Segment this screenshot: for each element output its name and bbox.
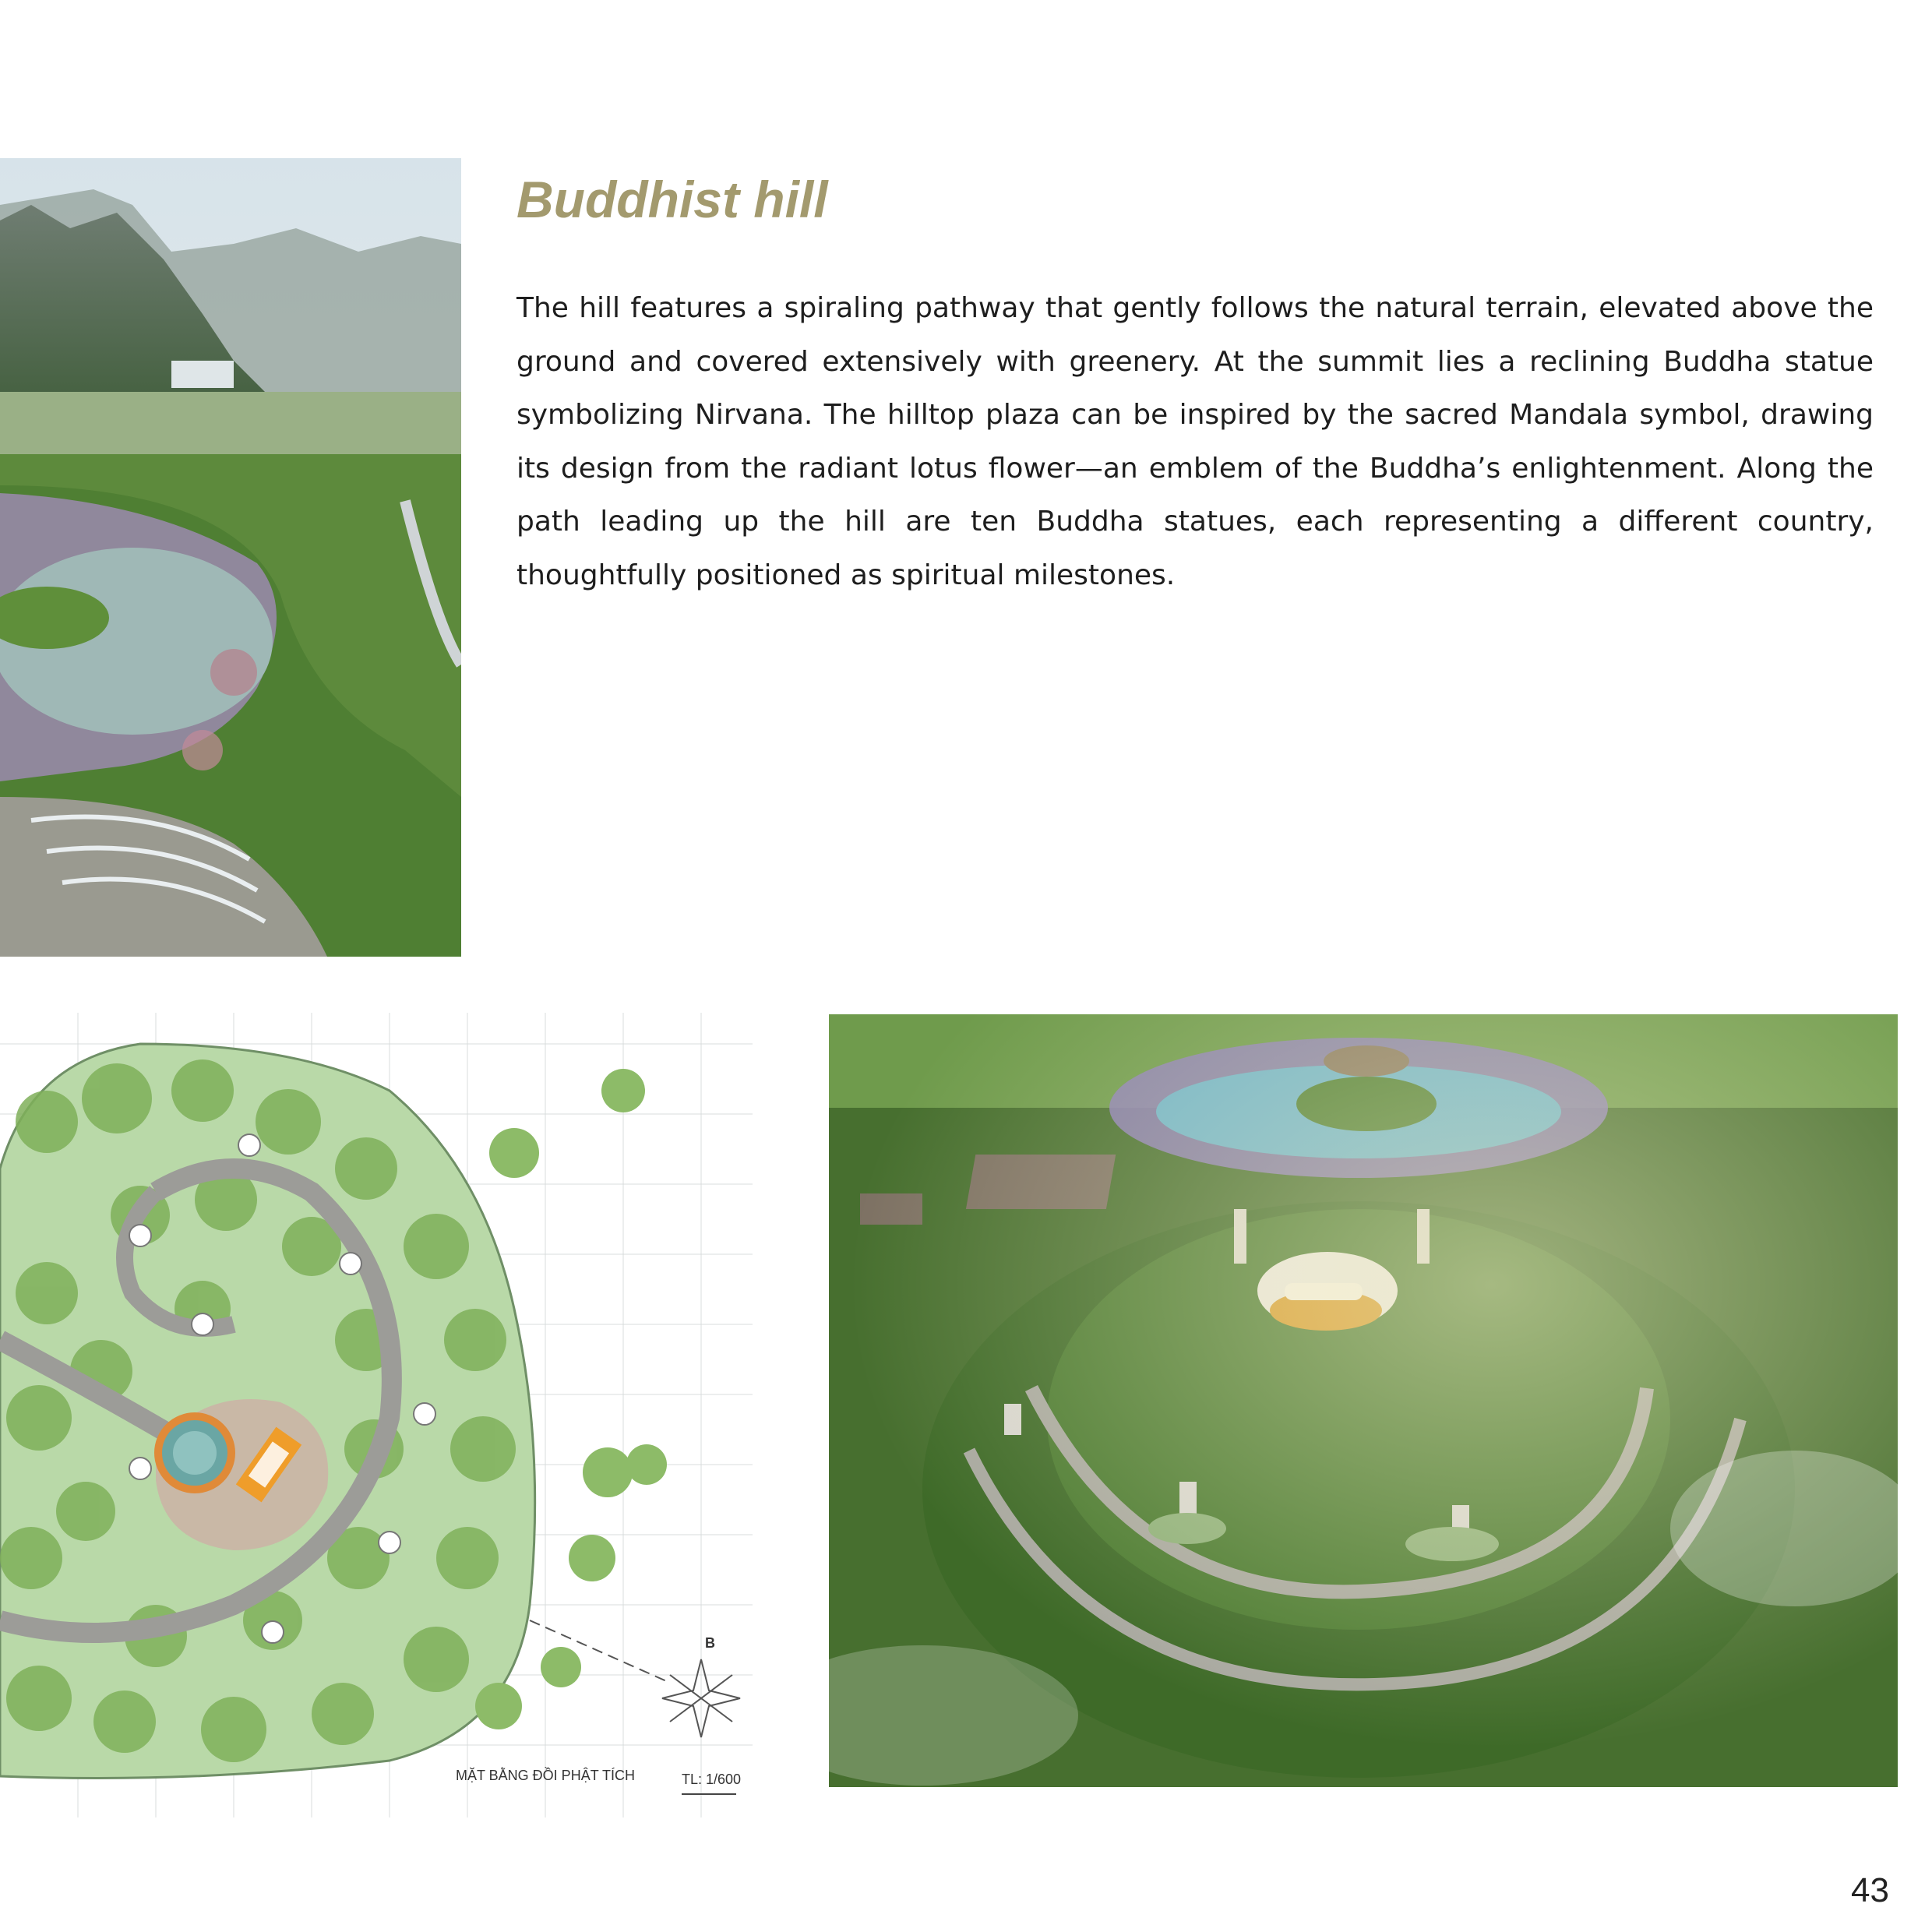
page-number: 43: [1851, 1871, 1889, 1909]
site-plan-drawing: [0, 1013, 753, 1817]
page-title: Buddhist hill: [516, 171, 828, 228]
aerial-render-hilltop-view: [829, 1014, 1898, 1787]
north-label: B: [705, 1635, 715, 1651]
aerial-render-lake-view: [0, 158, 461, 957]
plan-scale: TL: 1/600: [682, 1772, 742, 1787]
description-paragraph: The hill features a spiraling pathway that gently follows the natural terrain, elevated above the ground and covered extensively with greenery. At the summit lies a reclining Buddha statue symbolizing Nirvana. The hilltop plaza can be inspired by the sacred Mandala symbol, drawing its design from the radiant lotus flower—an emblem of the Buddha’s enlightenment. Along the path leading up the hill are ten Buddha statues, each representing a different country, thoughtfully positioned as spiritual milestones.: [516, 292, 1874, 591]
plan-caption: MẶT BẰNG ĐỒI PHẬT TÍCH: [456, 1768, 636, 1783]
